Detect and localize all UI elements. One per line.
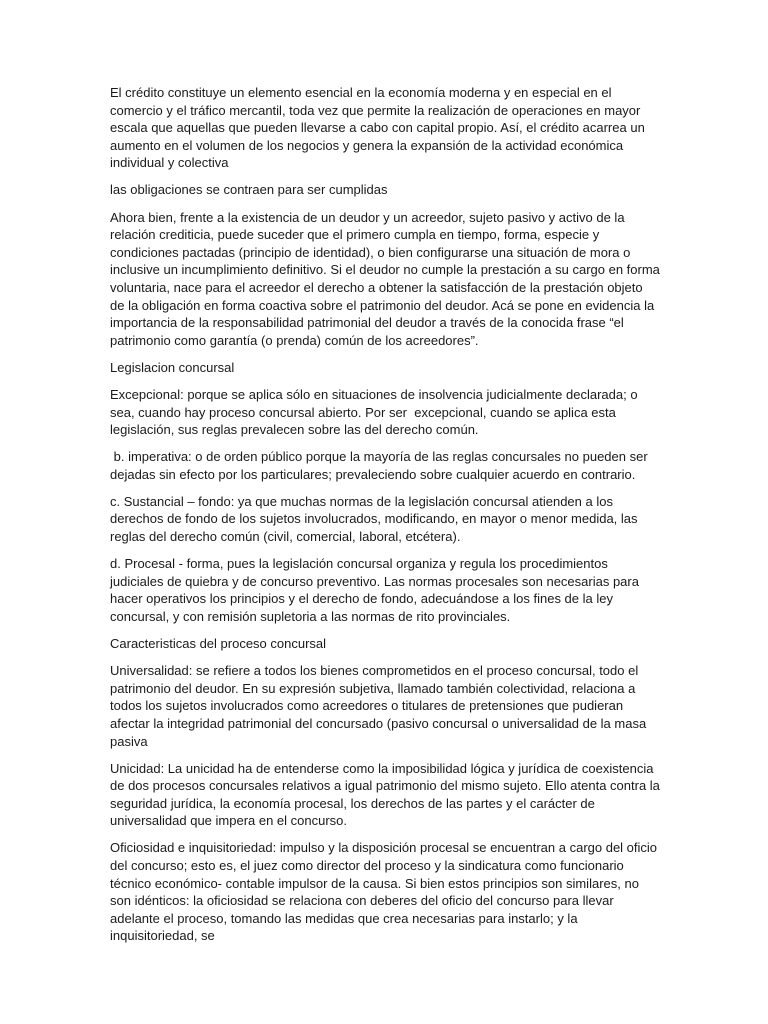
heading-legislacion-concursal: Legislacion concursal [110, 359, 235, 375]
paragraph-oficiosidad: Oficiosidad e inquisitoriedad: impulso y la disposición procesal se encuentran a cargo del oficio del concurso; esto es, el juez como director del proceso y la sindicatura como funcionario técnico económico- contable impulsor de la causa. Si bien estos principios son similares, no son idénticos: la oficiosidad se relaciona con deberes del oficio del concurso para llevar adelante el proceso, tomando las medidas que crea necesarias para instarlo; y la inquisitoriedad, se [110, 840, 661, 944]
paragraph-sustancial: c. Sustancial – fondo: ya que muchas normas de la legislación concursal atienden a los derechos de fondo de los sujetos involucrados, modificando, en mayor o menor medida, las reglas del derecho común (civil, comercial, laboral, etcétera). [110, 493, 642, 545]
paragraph-procesal: d. Procesal - forma, pues la legislación concursal organiza y regula los procedimientos judiciales de quiebra y de concurso preventivo. Las normas procesales son necesarias para hacer operativos los principios y el derecho de fondo, adecuándose a los fines de la ley concursal, y con remisión supletoria a las normas de rito provinciales. [110, 556, 643, 624]
paragraph-unicidad: Unicidad: La unicidad ha de entenderse como la imposibilidad lógica y jurídica de coexistencia de dos procesos concursales relativos a igual patrimonio del mismo sujeto. Ello atenta contra la seguridad jurídica, la economía procesal, los derechos de las partes y el carácter de universalidad que impera en el concurso. [110, 760, 664, 829]
paragraph-universalidad: Universalidad: se refiere a todos los bienes comprometidos en el proceso concursal, todo el patrimonio del deudor. En su expresión subjetiva, llamado también colectividad, relaciona a todos los sujetos involucrados como acreedores o titulares de pretensiones que pudieran afectar la integridad patrimonial del concursado (pasivo concursal o universalidad de la masa pasiva [110, 663, 650, 749]
heading-caracteristicas: Caracteristicas del proceso concursal [110, 636, 327, 652]
paragraph-obligations: las obligaciones se contraen para ser cumplidas [110, 182, 388, 198]
paragraph-debtor-creditor: Ahora bien, frente a la existencia de un deudor y un acreedor, sujeto pasivo y activo de la relación crediticia, puede suceder que el primero cumpla en tiempo, forma, especie y condiciones pactadas (principio de identidad), o bien configurarse una situación de mora o inclusive un incumplimiento definitivo. Si el deudor no cumple la prestación a su cargo en forma voluntaria, nace para el acreedor el derecho a obtener la satisfacción de la prestación objeto de la obligación en forma coactiva sobre el patrimonio del deudor. Acá se pone en evidencia la importancia de la responsabilidad patrimonial del deudor a través de la conocida frase “el patrimonio como garantía (o prenda) común de los acreedores”. [110, 209, 664, 348]
paragraph-excepcional: Excepcional: porque se aplica sólo en situaciones de insolvencia judicialmente declarada; o sea, cuando hay proceso concursal abierto. Por ser excepcional, cuando se aplica esta legislación, sus reglas prevalecen sobre las del derecho común. [110, 386, 642, 438]
paragraph-imperativa: b. imperativa: o de orden público porque la mayoría de las reglas concursales no pueden ser dejadas sin efecto por los particulares; prevaleciendo sobre cualquier acuerdo en contrario. [110, 449, 652, 482]
paragraph-credit-intro: El crédito constituye un elemento esencial en la economía moderna y en especial en el comercio y el tráfico mercantil, toda vez que permite la realización de operaciones en mayor escala que aquellas que pueden llevarse a cabo con capital propio. Así, el crédito acarrea un aumento en el volumen de los negocios y genera la expansión de la actividad económica individual y colectiva [110, 85, 649, 171]
